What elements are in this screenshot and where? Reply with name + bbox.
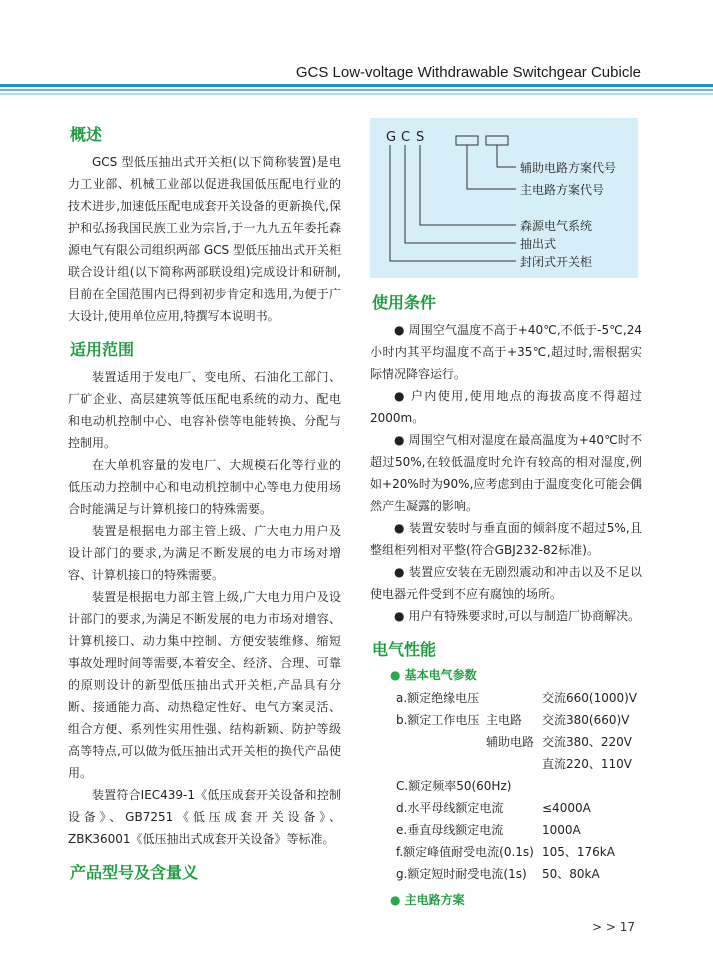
condition-item: ● 周围空气温度不高于+40℃,不低于-5℃,24小时内其平均温度不高于+35℃,超过时,需根据实际情况降容运行。	[370, 323, 642, 381]
scope-title: 适用范围	[70, 340, 135, 359]
model-title: 产品型号及含量义	[70, 863, 199, 882]
conditions-title: 使用条件	[372, 293, 437, 312]
spec-value: 交流380、220V	[542, 735, 633, 749]
code-box-1	[456, 136, 478, 145]
spec-value: 50、80kA	[542, 867, 600, 881]
bullet-icon: ●	[394, 609, 405, 623]
spec-mid: 主电路	[486, 713, 523, 727]
condition-item: ● 装置应安装在无剧烈震动和冲击以及不足以使电器元件受到不应有腐蚀的场所。	[370, 565, 642, 601]
code-letter-c: C	[401, 130, 411, 145]
basic-params-heading: ● 基本电气参数	[390, 668, 477, 682]
code-letter-s: S	[416, 130, 425, 145]
right-column	[370, 118, 642, 912]
code-letter-g: G	[386, 130, 397, 145]
bullet-icon: ●	[394, 389, 406, 403]
left-column	[68, 118, 341, 889]
label-aux-circuit: 辅助电路方案代号	[520, 161, 617, 175]
scope-paragraph: 在大单机容量的发电厂、大规模石化等行业的低压动力控制中心和电动机控制中心等电力使用场合时能满足与计算机接口的特殊需要。	[68, 458, 341, 516]
electrical-title: 电气性能	[372, 640, 437, 659]
diagram-lines	[370, 118, 638, 278]
header-title: GCS Low-voltage Withdrawable Switchgear Cubicle	[295, 64, 641, 81]
page-number: > > 17	[591, 920, 635, 934]
spec-row	[370, 819, 642, 841]
spec-label: e.垂直母线额定电流	[396, 823, 504, 837]
green-bullet-icon: ●	[390, 668, 401, 682]
spec-row	[370, 797, 642, 819]
bullet-icon: ●	[394, 565, 405, 579]
overview-title: 概述	[70, 125, 103, 144]
connector-aux	[497, 145, 516, 167]
spec-label: f.额定峰值耐受电流(0.1s)	[396, 845, 534, 859]
header-rule-top	[0, 84, 713, 87]
spec-label: d.水平母线额定电流	[396, 801, 504, 815]
spec-label: a.额定绝缘电压	[396, 691, 480, 705]
spec-row	[370, 775, 642, 797]
bullet-icon: ●	[394, 433, 405, 447]
spec-row	[370, 863, 642, 885]
header-rule-bottom	[0, 93, 713, 95]
scope-paragraph: 装置符合IEC439-1《低压成套开关设备和控制设备》、GB7251《低压成套开关设备》、ZBK36001《低压抽出式成套开关设备》等标准。	[68, 788, 341, 846]
spec-row	[370, 731, 642, 753]
connector-s	[420, 145, 516, 225]
spec-mid: 辅助电路	[486, 735, 535, 749]
spec-list	[370, 687, 642, 885]
label-enclosed: 封闭式开关柜	[520, 255, 593, 269]
spec-value: 交流660(1000)V	[542, 691, 638, 705]
header-rule-middle	[0, 89, 713, 91]
condition-item: ● 装置安装时与垂直面的倾斜度不超过5%,且整组柜列相对平整(符合GBJ232-82标准)。	[370, 521, 642, 557]
overview-paragraph: GCS 型低压抽出式开关柜(以下简称装置)是电力工业部、机械工业部以促进我国低压配电行业的技术进步,加速低压配电成套开关设备的更新换代,保护和弘扬我国民族工业为宗旨,于一九九五年委托森源电气有限公司组织两部 GCS 型低压抽出式开关柜联合设计组(以下简称两部联设组)完成设计和研制,目前在全国范围内已得到初步肯定和选用,为便于广大设计,使用单位应用,特撰写本说明书。	[68, 155, 341, 323]
condition-item: ● 户内使用,使用地点的海拔高度不得超过2000m。	[370, 389, 642, 425]
condition-item: ● 用户有特殊要求时,可以与制造厂协商解决。	[394, 609, 641, 623]
spec-label: g.额定短时耐受电流(1s)	[396, 867, 527, 881]
condition-item: ● 周围空气相对湿度在最高温度为+40℃时不超过50%,在较低温度时允许有较高的相对湿度,例如+20%时为90%,应考虑到由于温度变化可能会偶然产生凝露的影响。	[370, 433, 642, 513]
label-withdrawable: 抽出式	[520, 237, 557, 251]
spec-value: 105、176kA	[542, 845, 615, 859]
spec-label: C.额定频率50(60Hz)	[396, 779, 512, 793]
spec-value: 1000A	[542, 823, 581, 837]
bullet-icon: ●	[394, 323, 405, 337]
spec-row	[370, 709, 642, 731]
spec-row	[370, 753, 642, 775]
scope-paragraph: 装置适用于发电厂、变电所、石油化工部门、厂矿企业、高层建筑等低压配电系统的动力、配电和电动机控制中心、电容补偿等电能转换、分配与控制用。	[68, 370, 341, 450]
model-code-diagram	[370, 118, 638, 278]
spec-value: ≤4000A	[542, 801, 591, 815]
spec-label: b.额定工作电压	[396, 713, 480, 727]
spec-row	[370, 841, 642, 863]
spec-row	[370, 687, 642, 709]
spec-value: 交流380(660)V	[542, 713, 630, 727]
code-box-2	[486, 136, 508, 145]
bullet-icon: ●	[394, 521, 405, 535]
label-main-circuit: 主电路方案代号	[520, 183, 605, 197]
label-system: 森源电气系统	[520, 219, 593, 233]
green-bullet-icon: ●	[390, 893, 401, 907]
scope-paragraph: 装置是根据电力部主管上级,广大电力用户及设计部门的要求,为满足不断发展的电力市场对增容、计算机接口、动力集中控制、方便安装维修、缩短事故处理时间等需要,本着安全、经济、合理、可靠的原则设计的新型低压抽出式开关柜,产品具有分断、接通能力高、动热稳定性好、电气方案灵活、组合方便、系列性实用性强、结构新颖、防护等级高等特点,可以做为低压抽出式开关柜的换代产品使用。	[68, 590, 341, 780]
main-circuit-heading: ● 主电路方案	[390, 893, 465, 907]
spec-value: 直流220、110V	[542, 757, 633, 771]
scope-paragraph: 装置是根据电力部主管上级、广大电力用户及设计部门的要求,为满足不断发展的电力市场对增容、计算机接口的特殊需要。	[68, 524, 341, 582]
connector-c	[405, 145, 516, 243]
